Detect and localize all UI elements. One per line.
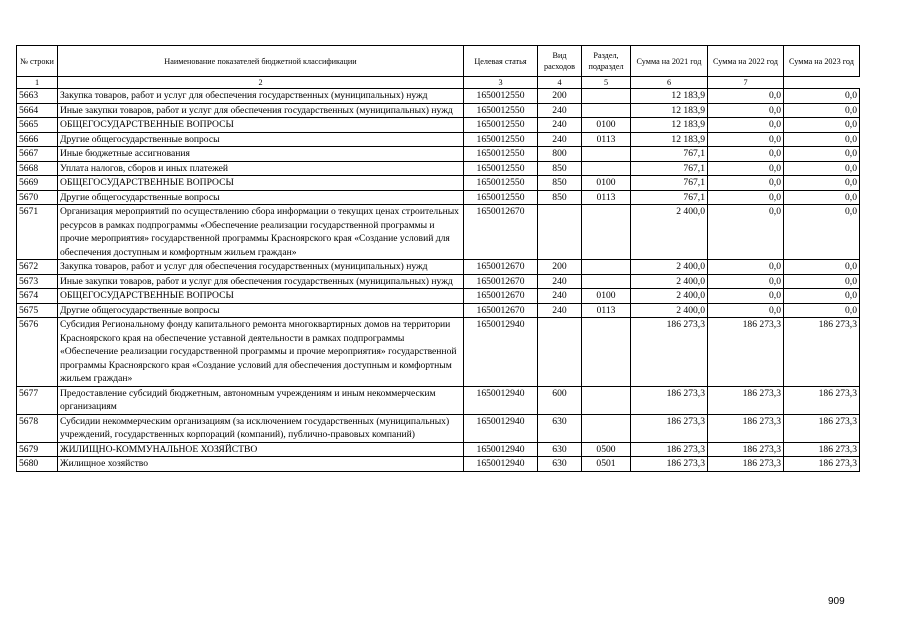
row-expense-type bbox=[538, 205, 582, 260]
row-target-article: 1650012550 bbox=[464, 161, 538, 176]
header-sum-2021: Сумма на 2021 год bbox=[631, 46, 708, 77]
header-razdel: Раздел, подраздел bbox=[582, 46, 631, 77]
table-row bbox=[17, 442, 860, 457]
header-vid: Вид расходов bbox=[538, 46, 582, 77]
table-row bbox=[17, 289, 860, 304]
table-row bbox=[17, 147, 860, 162]
row-sum-2022: 0,0 bbox=[708, 190, 784, 205]
row-number: 5675 bbox=[17, 303, 58, 318]
row-section bbox=[582, 103, 631, 118]
row-target-article: 1650012550 bbox=[464, 118, 538, 133]
row-expense-type: 240 bbox=[538, 303, 582, 318]
row-target-article: 1650012550 bbox=[464, 176, 538, 191]
row-sum-2021: 2 400,0 bbox=[631, 274, 708, 289]
row-sum-2022: 186 273,3 bbox=[708, 386, 784, 414]
row-number: 5677 bbox=[17, 386, 58, 414]
row-expense-type: 630 bbox=[538, 442, 582, 457]
row-section bbox=[582, 147, 631, 162]
row-name: Иные бюджетные ассигнования bbox=[58, 147, 464, 162]
row-sum-2021: 2 400,0 bbox=[631, 205, 708, 260]
row-name: ОБЩЕГОСУДАРСТВЕННЫЕ ВОПРОСЫ bbox=[58, 289, 464, 304]
row-sum-2021: 767,1 bbox=[631, 176, 708, 191]
row-section: 0113 bbox=[582, 190, 631, 205]
row-sum-2021: 12 183,9 bbox=[631, 118, 708, 133]
row-sum-2023: 0,0 bbox=[784, 89, 860, 104]
row-sum-2021: 2 400,0 bbox=[631, 260, 708, 275]
row-sum-2023: 0,0 bbox=[784, 118, 860, 133]
row-number: 5672 bbox=[17, 260, 58, 275]
row-expense-type: 240 bbox=[538, 118, 582, 133]
row-sum-2022: 0,0 bbox=[708, 274, 784, 289]
row-expense-type: 630 bbox=[538, 457, 582, 472]
row-sum-2023: 186 273,3 bbox=[784, 414, 860, 442]
row-sum-2021: 12 183,9 bbox=[631, 103, 708, 118]
row-sum-2021: 767,1 bbox=[631, 190, 708, 205]
row-sum-2023: 0,0 bbox=[784, 289, 860, 304]
row-sum-2023: 0,0 bbox=[784, 147, 860, 162]
row-sum-2023: 0,0 bbox=[784, 205, 860, 260]
row-number: 5664 bbox=[17, 103, 58, 118]
row-number: 5678 bbox=[17, 414, 58, 442]
row-number: 5665 bbox=[17, 118, 58, 133]
row-number: 5669 bbox=[17, 176, 58, 191]
row-sum-2022: 0,0 bbox=[708, 89, 784, 104]
table-row bbox=[17, 89, 860, 104]
column-number: 2 bbox=[58, 77, 464, 89]
row-name: Субсидии некоммерческим организациям (за исключением государственных (муниципальных) учреждений, государственных корпораций (компаний), публично-правовых компаний) bbox=[58, 414, 464, 442]
row-sum-2022: 186 273,3 bbox=[708, 318, 784, 387]
row-sum-2023: 186 273,3 bbox=[784, 386, 860, 414]
row-target-article: 1650012550 bbox=[464, 132, 538, 147]
row-expense-type: 850 bbox=[538, 176, 582, 191]
row-sum-2023: 0,0 bbox=[784, 132, 860, 147]
row-number: 5668 bbox=[17, 161, 58, 176]
row-sum-2022: 0,0 bbox=[708, 176, 784, 191]
row-sum-2022: 186 273,3 bbox=[708, 414, 784, 442]
column-number: 1 bbox=[17, 77, 58, 89]
header-sum-2023: Сумма на 2023 год bbox=[784, 46, 860, 77]
header-name: Наименование показателей бюджетной классификации bbox=[58, 46, 464, 77]
header-target: Целевая статья bbox=[464, 46, 538, 77]
row-sum-2023: 0,0 bbox=[784, 161, 860, 176]
row-name: Другие общегосударственные вопросы bbox=[58, 190, 464, 205]
row-number: 5667 bbox=[17, 147, 58, 162]
table-row bbox=[17, 176, 860, 191]
table-row bbox=[17, 457, 860, 472]
column-number: 5 bbox=[582, 77, 631, 89]
header-sum-2022: Сумма на 2022 год bbox=[708, 46, 784, 77]
row-target-article: 1650012940 bbox=[464, 457, 538, 472]
table-row bbox=[17, 118, 860, 133]
row-sum-2022: 0,0 bbox=[708, 260, 784, 275]
row-number: 5666 bbox=[17, 132, 58, 147]
row-target-article: 1650012940 bbox=[464, 442, 538, 457]
row-name: Закупка товаров, работ и услуг для обеспечения государственных (муниципальных) нужд bbox=[58, 260, 464, 275]
row-sum-2021: 12 183,9 bbox=[631, 132, 708, 147]
row-sum-2023: 0,0 bbox=[784, 274, 860, 289]
row-name: Иные закупки товаров, работ и услуг для обеспечения государственных (муниципальных) нужд bbox=[58, 274, 464, 289]
row-expense-type: 200 bbox=[538, 89, 582, 104]
row-section bbox=[582, 161, 631, 176]
row-number: 5663 bbox=[17, 89, 58, 104]
row-sum-2023: 0,0 bbox=[784, 260, 860, 275]
row-sum-2021: 186 273,3 bbox=[631, 457, 708, 472]
row-section bbox=[582, 274, 631, 289]
row-section: 0100 bbox=[582, 118, 631, 133]
row-expense-type: 200 bbox=[538, 260, 582, 275]
row-sum-2023: 0,0 bbox=[784, 176, 860, 191]
row-name: Закупка товаров, работ и услуг для обеспечения государственных (муниципальных) нужд bbox=[58, 89, 464, 104]
row-section: 0501 bbox=[582, 457, 631, 472]
row-expense-type: 850 bbox=[538, 161, 582, 176]
row-name: Организация мероприятий по осуществлению сбора информации о текущих ценах строительных ресурсов в рамках подпрограммы «Обеспечение реализации государственной программы и прочие мероприятия» государственной программы Красноярского края «Создание условий для обеспечения доступным и комфортным жильем граждан» bbox=[58, 205, 464, 260]
row-sum-2022: 0,0 bbox=[708, 147, 784, 162]
row-number: 5670 bbox=[17, 190, 58, 205]
row-target-article: 1650012670 bbox=[464, 205, 538, 260]
row-name: Субсидия Региональному фонду капитального ремонта многоквартирных домов на территории Красноярского края на обеспечение уставной деятельности в рамках подпрограммы «Обеспечение реализации государственной программы и прочие мероприятия» государственной программы Красноярского края «Создание условий для обеспечения доступным и комфортным жильем граждан» bbox=[58, 318, 464, 387]
row-target-article: 1650012940 bbox=[464, 414, 538, 442]
row-target-article: 1650012670 bbox=[464, 260, 538, 275]
row-sum-2021: 186 273,3 bbox=[631, 442, 708, 457]
table-row bbox=[17, 414, 860, 442]
row-target-article: 1650012670 bbox=[464, 274, 538, 289]
page-number: 909 bbox=[828, 596, 845, 607]
row-sum-2021: 2 400,0 bbox=[631, 303, 708, 318]
row-expense-type: 240 bbox=[538, 289, 582, 304]
row-target-article: 1650012550 bbox=[464, 103, 538, 118]
table-row bbox=[17, 161, 860, 176]
row-sum-2022: 0,0 bbox=[708, 103, 784, 118]
row-number: 5674 bbox=[17, 289, 58, 304]
table-row bbox=[17, 103, 860, 118]
row-expense-type: 800 bbox=[538, 147, 582, 162]
column-number: 3 bbox=[464, 77, 538, 89]
row-name: Уплата налогов, сборов и иных платежей bbox=[58, 161, 464, 176]
row-number: 5679 bbox=[17, 442, 58, 457]
table-header-row bbox=[17, 46, 860, 77]
row-number: 5671 bbox=[17, 205, 58, 260]
row-number: 5680 bbox=[17, 457, 58, 472]
row-section bbox=[582, 205, 631, 260]
row-name: ЖИЛИЩНО-КОММУНАЛЬНОЕ ХОЗЯЙСТВО bbox=[58, 442, 464, 457]
row-target-article: 1650012550 bbox=[464, 89, 538, 104]
column-number: 6 bbox=[631, 77, 708, 89]
row-sum-2022: 0,0 bbox=[708, 118, 784, 133]
row-sum-2022: 0,0 bbox=[708, 205, 784, 260]
row-sum-2022: 0,0 bbox=[708, 161, 784, 176]
row-section: 0113 bbox=[582, 132, 631, 147]
row-name: Жилищное хозяйство bbox=[58, 457, 464, 472]
table-row bbox=[17, 132, 860, 147]
row-sum-2022: 0,0 bbox=[708, 132, 784, 147]
row-expense-type: 240 bbox=[538, 274, 582, 289]
row-sum-2023: 186 273,3 bbox=[784, 318, 860, 387]
row-sum-2021: 767,1 bbox=[631, 147, 708, 162]
row-section bbox=[582, 260, 631, 275]
table-row bbox=[17, 318, 860, 387]
row-sum-2023: 0,0 bbox=[784, 103, 860, 118]
budget-table bbox=[16, 45, 860, 472]
row-sum-2022: 0,0 bbox=[708, 303, 784, 318]
table-row bbox=[17, 260, 860, 275]
row-sum-2022: 186 273,3 bbox=[708, 442, 784, 457]
row-target-article: 1650012550 bbox=[464, 147, 538, 162]
table-row bbox=[17, 386, 860, 414]
row-sum-2021: 186 273,3 bbox=[631, 414, 708, 442]
row-number: 5676 bbox=[17, 318, 58, 387]
table-row bbox=[17, 205, 860, 260]
header-row-no: № строки bbox=[17, 46, 58, 77]
column-number: 4 bbox=[538, 77, 582, 89]
row-target-article: 1650012940 bbox=[464, 318, 538, 387]
row-sum-2023: 0,0 bbox=[784, 303, 860, 318]
row-sum-2021: 767,1 bbox=[631, 161, 708, 176]
row-sum-2021: 12 183,9 bbox=[631, 89, 708, 104]
row-target-article: 1650012670 bbox=[464, 303, 538, 318]
row-section bbox=[582, 89, 631, 104]
row-target-article: 1650012940 bbox=[464, 386, 538, 414]
row-target-article: 1650012550 bbox=[464, 190, 538, 205]
row-section: 0113 bbox=[582, 303, 631, 318]
row-name: ОБЩЕГОСУДАРСТВЕННЫЕ ВОПРОСЫ bbox=[58, 176, 464, 191]
row-sum-2021: 186 273,3 bbox=[631, 318, 708, 387]
row-section bbox=[582, 414, 631, 442]
table-row bbox=[17, 190, 860, 205]
table-row bbox=[17, 274, 860, 289]
row-name: Предоставление субсидий бюджетным, автономным учреждениям и иным некоммерческим организациям bbox=[58, 386, 464, 414]
row-sum-2022: 0,0 bbox=[708, 289, 784, 304]
row-expense-type: 850 bbox=[538, 190, 582, 205]
row-sum-2023: 186 273,3 bbox=[784, 442, 860, 457]
row-sum-2021: 2 400,0 bbox=[631, 289, 708, 304]
row-sum-2023: 186 273,3 bbox=[784, 457, 860, 472]
row-sum-2022: 186 273,3 bbox=[708, 457, 784, 472]
table-row bbox=[17, 303, 860, 318]
row-expense-type: 240 bbox=[538, 132, 582, 147]
row-section bbox=[582, 386, 631, 414]
row-expense-type: 630 bbox=[538, 414, 582, 442]
row-sum-2023: 0,0 bbox=[784, 190, 860, 205]
column-number: 7 bbox=[708, 77, 784, 89]
row-name: ОБЩЕГОСУДАРСТВЕННЫЕ ВОПРОСЫ bbox=[58, 118, 464, 133]
column-numbers-row bbox=[17, 77, 860, 89]
row-target-article: 1650012670 bbox=[464, 289, 538, 304]
row-section: 0100 bbox=[582, 289, 631, 304]
row-section: 0100 bbox=[582, 176, 631, 191]
row-name: Другие общегосударственные вопросы bbox=[58, 132, 464, 147]
row-expense-type: 240 bbox=[538, 103, 582, 118]
row-name: Иные закупки товаров, работ и услуг для обеспечения государственных (муниципальных) нужд bbox=[58, 103, 464, 118]
row-expense-type bbox=[538, 318, 582, 387]
row-section: 0500 bbox=[582, 442, 631, 457]
row-section bbox=[582, 318, 631, 387]
row-expense-type: 600 bbox=[538, 386, 582, 414]
row-name: Другие общегосударственные вопросы bbox=[58, 303, 464, 318]
row-sum-2021: 186 273,3 bbox=[631, 386, 708, 414]
row-number: 5673 bbox=[17, 274, 58, 289]
